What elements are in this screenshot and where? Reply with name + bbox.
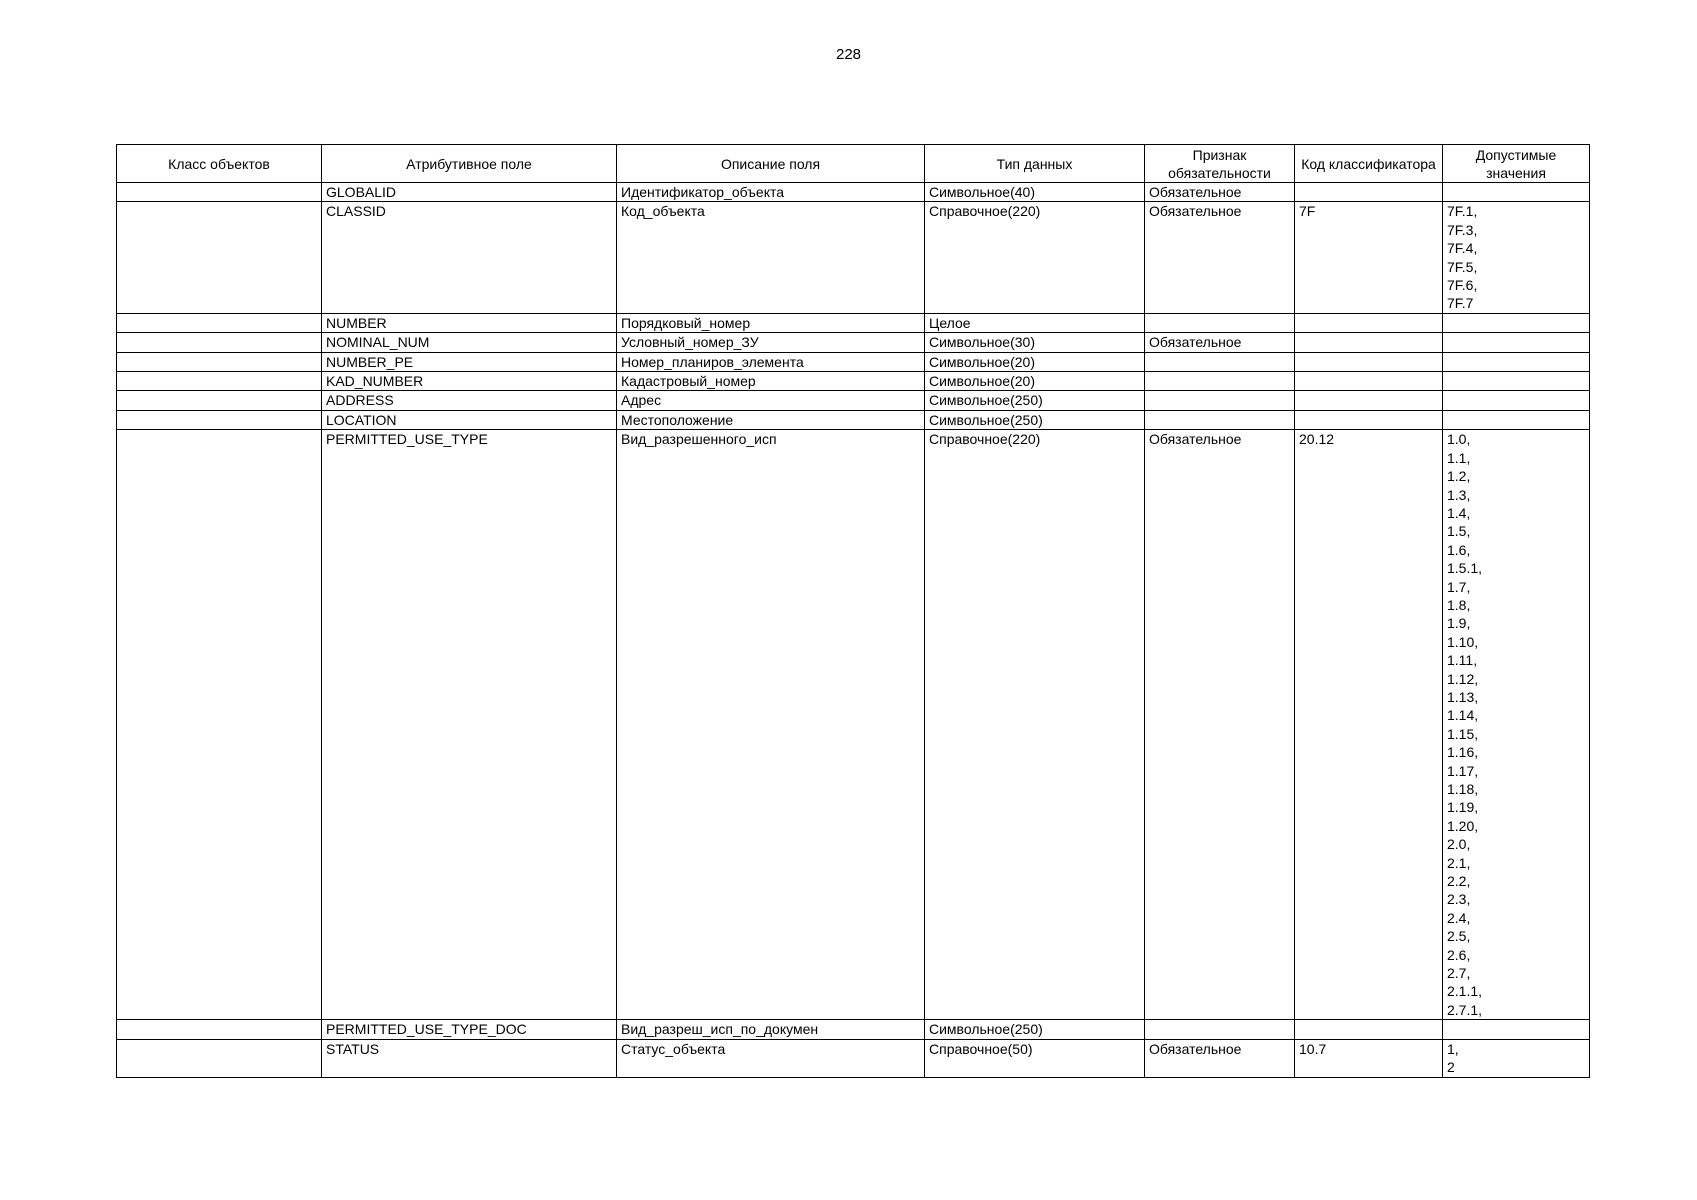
cell-field-description: Вид_разрешенного_исп <box>617 430 925 1020</box>
cell-data-type: Символьное(250) <box>925 391 1145 410</box>
cell-required-flag <box>1145 352 1295 371</box>
cell-data-type: Символьное(30) <box>925 333 1145 352</box>
cell-data-type: Символьное(20) <box>925 352 1145 371</box>
cell-data-type: Справочное(220) <box>925 430 1145 1020</box>
cell-attribute-field: LOCATION <box>322 410 617 429</box>
cell-allowed-values: 1, 2 <box>1443 1039 1590 1077</box>
cell-data-type: Символьное(250) <box>925 410 1145 429</box>
cell-allowed-values <box>1443 352 1590 371</box>
cell-data-type: Символьное(40) <box>925 183 1145 202</box>
cell-data-type: Целое <box>925 313 1145 332</box>
cell-attribute-field: CLASSID <box>322 202 617 313</box>
cell-data-type: Справочное(50) <box>925 1039 1145 1077</box>
table-row <box>117 183 1590 202</box>
cell-required-flag: Обязательное <box>1145 202 1295 313</box>
cell-field-description: Статус_объекта <box>617 1039 925 1077</box>
cell-object-class <box>117 410 322 429</box>
table-row <box>117 1020 1590 1039</box>
cell-object-class <box>117 183 322 202</box>
header-attribute-field: Атрибутивное поле <box>322 145 617 183</box>
table-row <box>117 372 1590 391</box>
cell-field-description: Вид_разреш_исп_по_докумен <box>617 1020 925 1039</box>
header-field-description: Описание поля <box>617 145 925 183</box>
cell-required-flag <box>1145 372 1295 391</box>
cell-classifier-code <box>1295 333 1443 352</box>
cell-allowed-values <box>1443 1020 1590 1039</box>
cell-attribute-field: STATUS <box>322 1039 617 1077</box>
cell-allowed-values: 1.0, 1.1, 1.2, 1.3, 1.4, 1.5, 1.6, 1.5.1, 1.7, 1.8, 1.9, 1.10, 1.11, 1.12, 1.13, 1.14, 1.15, 1.16, 1.17, 1.18, 1.19, 1.20, 2.0, 2.1, 2.2, 2.3, 2.4, 2.5, 2.6, 2.7, 2.1.1, 2.7.1, <box>1443 430 1590 1020</box>
cell-attribute-field: PERMITTED_USE_TYPE_DOC <box>322 1020 617 1039</box>
cell-object-class <box>117 313 322 332</box>
table-row <box>117 391 1590 410</box>
table-row <box>117 333 1590 352</box>
cell-required-flag: Обязательное <box>1145 333 1295 352</box>
cell-classifier-code <box>1295 372 1443 391</box>
cell-data-type: Символьное(250) <box>925 1020 1145 1039</box>
cell-classifier-code <box>1295 183 1443 202</box>
cell-required-flag <box>1145 313 1295 332</box>
cell-attribute-field: PERMITTED_USE_TYPE <box>322 430 617 1020</box>
table-row <box>117 410 1590 429</box>
cell-classifier-code <box>1295 313 1443 332</box>
cell-classifier-code: 7F <box>1295 202 1443 313</box>
cell-allowed-values <box>1443 313 1590 332</box>
cell-classifier-code <box>1295 391 1443 410</box>
cell-allowed-values <box>1443 391 1590 410</box>
cell-field-description: Номер_планиров_элемента <box>617 352 925 371</box>
header-required-flag: Признак обязательности <box>1145 145 1295 183</box>
cell-object-class <box>117 1039 322 1077</box>
cell-allowed-values <box>1443 333 1590 352</box>
page-number: 228 <box>835 46 862 63</box>
cell-required-flag: Обязательное <box>1145 1039 1295 1077</box>
cell-classifier-code <box>1295 352 1443 371</box>
cell-field-description: Порядковый_номер <box>617 313 925 332</box>
cell-allowed-values: 7F.1, 7F.3, 7F.4, 7F.5, 7F.6, 7F.7 <box>1443 202 1590 313</box>
cell-allowed-values <box>1443 372 1590 391</box>
cell-object-class <box>117 333 322 352</box>
cell-data-type: Символьное(20) <box>925 372 1145 391</box>
cell-attribute-field: ADDRESS <box>322 391 617 410</box>
cell-attribute-field: NUMBER_PE <box>322 352 617 371</box>
cell-field-description: Условный_номер_ЗУ <box>617 333 925 352</box>
cell-required-flag: Обязательное <box>1145 430 1295 1020</box>
cell-required-flag: Обязательное <box>1145 183 1295 202</box>
cell-classifier-code: 20.12 <box>1295 430 1443 1020</box>
header-allowed-values: Допустимые значения <box>1443 145 1590 183</box>
attribute-table <box>116 144 1590 1078</box>
header-object-class: Класс объектов <box>117 145 322 183</box>
cell-object-class <box>117 372 322 391</box>
cell-field-description: Идентификатор_объекта <box>617 183 925 202</box>
table-row <box>117 313 1590 332</box>
cell-allowed-values <box>1443 183 1590 202</box>
cell-classifier-code <box>1295 410 1443 429</box>
cell-required-flag <box>1145 410 1295 429</box>
header-classifier-code: Код классификатора <box>1295 145 1443 183</box>
cell-object-class <box>117 202 322 313</box>
cell-field-description: Код_объекта <box>617 202 925 313</box>
cell-attribute-field: KAD_NUMBER <box>322 372 617 391</box>
header-data-type: Тип данных <box>925 145 1145 183</box>
cell-attribute-field: NUMBER <box>322 313 617 332</box>
cell-attribute-field: GLOBALID <box>322 183 617 202</box>
table-row <box>117 202 1590 313</box>
cell-allowed-values <box>1443 410 1590 429</box>
cell-object-class <box>117 1020 322 1039</box>
table-row <box>117 430 1590 1020</box>
cell-object-class <box>117 391 322 410</box>
table-row <box>117 1039 1590 1077</box>
cell-field-description: Местоположение <box>617 410 925 429</box>
cell-attribute-field: NOMINAL_NUM <box>322 333 617 352</box>
table-row <box>117 352 1590 371</box>
cell-object-class <box>117 352 322 371</box>
cell-required-flag <box>1145 391 1295 410</box>
table-header-row <box>117 145 1590 183</box>
cell-required-flag <box>1145 1020 1295 1039</box>
cell-data-type: Справочное(220) <box>925 202 1145 313</box>
cell-classifier-code: 10.7 <box>1295 1039 1443 1077</box>
cell-field-description: Адрес <box>617 391 925 410</box>
cell-field-description: Кадастровый_номер <box>617 372 925 391</box>
cell-object-class <box>117 430 322 1020</box>
cell-classifier-code <box>1295 1020 1443 1039</box>
